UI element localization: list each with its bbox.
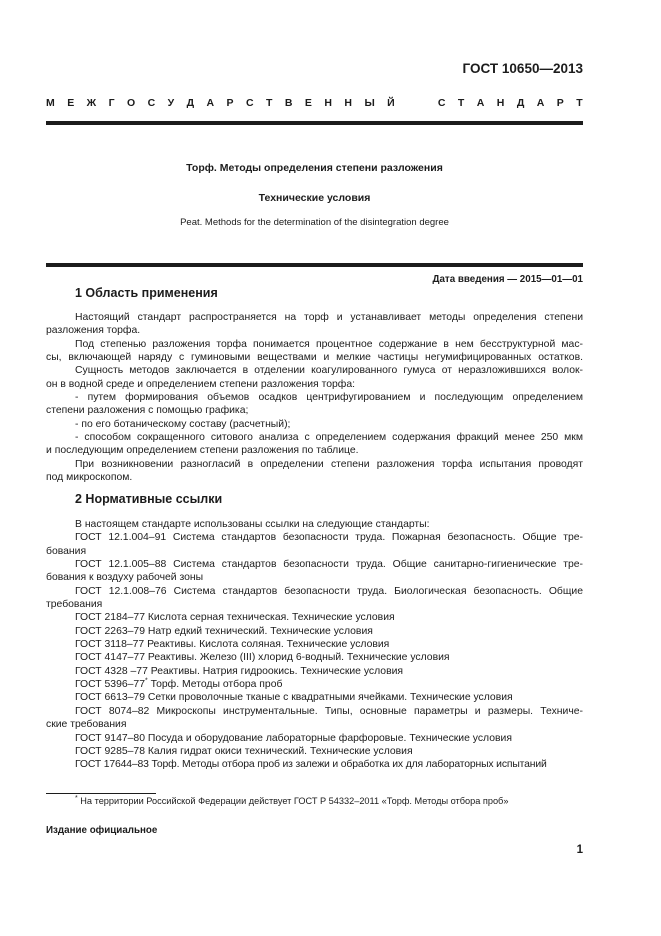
standard-number: ГОСТ 10650—2013: [462, 61, 583, 76]
reference-line: ГОСТ 12.1.008–76 Система стандартов безопасности труда. Биологическая безопасность. Общие: [75, 585, 583, 597]
banner-letter: У: [167, 97, 175, 109]
reference-line: ГОСТ 8074–82 Микроскопы инструментальные. Типы, основные параметры и размеры. Техниче-: [75, 705, 583, 717]
banner-letter: Е: [67, 97, 75, 109]
banner-letter: Н: [324, 97, 332, 109]
banner-letter: С: [437, 97, 446, 109]
reference-line: ГОСТ 17644–83 Торф. Методы отбора проб из залежи и обработка их для лабораторных испытаний: [75, 759, 547, 771]
text-line: При возникновении разногласий в определении степени разложения торфа испытания проводят: [75, 458, 583, 470]
introduction-date: Дата введения — 2015—01—01: [432, 274, 583, 285]
section-2-body: [46, 518, 583, 772]
reference-line: требования: [46, 599, 103, 611]
footnote-text: На территории Российской Федерации действует ГОСТ Р 54332–2011 «Торф. Методы отбора проб»: [77, 796, 509, 806]
banner-letter: А: [536, 97, 545, 109]
reference-line: ГОСТ 9285–78 Калия гидрат окиси технический. Технические условия: [75, 745, 413, 757]
text-line: Под степенью разложения торфа понимается процентное содержание в нем бесструктурной мас-: [75, 338, 583, 350]
banner-letter: Т: [266, 97, 273, 109]
reference-line: ГОСТ 4328 –77 Реактивы. Натрия гидроокись. Технические условия: [75, 665, 404, 677]
reference-line: [46, 678, 583, 691]
footnote-rule: [46, 793, 156, 794]
banner-letter: М: [46, 97, 55, 109]
document-title: Торф. Методы определения степени разложения: [186, 162, 443, 174]
banner-letter: Р: [226, 97, 234, 109]
reference-line: ГОСТ 6613–79 Сетки проволочные тканые с квадратными ячейками. Технические условия: [75, 692, 513, 704]
official-edition-label: Издание официальное: [46, 825, 158, 836]
text-line: он в водной среде и определением степени разложения торфа:: [46, 378, 355, 390]
banner-letter: Д: [186, 97, 195, 109]
banner-letter: Ы: [364, 97, 375, 109]
reference-line: ГОСТ 12.1.005–88 Система стандартов безопасности труда. Общие санитарно-гигиенические тре-: [75, 559, 583, 571]
footnote: [75, 796, 508, 806]
banner-letter: Н: [496, 97, 505, 109]
reference-line: бования к воздуху рабочей зоны: [46, 572, 204, 584]
text-line: степени разложения с помощью графика;: [46, 405, 249, 417]
reference-line: ГОСТ 2263–79 Натр едкий технический. Технические условия: [75, 625, 373, 637]
text-line: и последующим определением степени разложения по таблице.: [46, 445, 359, 457]
reference-line: ГОСТ 9147–80 Посуда и оборудование лабораторные фарфоровые. Технические условия: [75, 732, 512, 744]
banner-letter: В: [284, 97, 293, 109]
document-subtitle: Технические условия: [258, 192, 371, 204]
interstate-standard-banner: [46, 97, 583, 109]
reference-title: Торф. Методы отбора проб: [147, 679, 283, 691]
banner-letter: Ж: [86, 97, 97, 109]
text-line: сы, включающей наряду с гуминовыми веществами и мелкие частицы негумифицированных остатков.: [46, 352, 583, 364]
banner-letter: Н: [344, 97, 352, 109]
banner-letter: Е: [304, 97, 312, 109]
reference-line: ГОСТ 3118–77 Реактивы. Кислота соляная. Технические условия: [75, 639, 390, 651]
header-rule: [46, 121, 583, 125]
banner-letter: [407, 97, 410, 109]
reference-line: бования: [46, 545, 87, 557]
banner-letter: Д: [516, 97, 525, 109]
banner-letter: [423, 97, 426, 109]
reference-code: ГОСТ 5396–77: [75, 679, 145, 691]
banner-letter: Т: [457, 97, 465, 109]
text-line: разложения торфа.: [46, 325, 141, 337]
page-number: 1: [576, 844, 583, 856]
banner-letter: Й: [387, 97, 395, 109]
banner-letter: С: [147, 97, 156, 109]
section-1-body: [46, 311, 583, 484]
text-line: под микроскопом.: [46, 472, 133, 484]
footnote-mark: *: [75, 794, 78, 802]
document-title-english: Peat. Methods for the determination of the disintegration degree: [180, 217, 449, 228]
banner-letter: С: [246, 97, 254, 109]
text-line: Сущность методов заключается в отделении коагулированного гумуса от неразложившихся волок-: [75, 365, 583, 377]
text-line: Настоящий стандарт распространяется на торф и устанавливает методы определения степени: [75, 312, 583, 323]
reference-line: ГОСТ 12.1.004–91 Система стандартов безопасности труда. Пожарная безопасность. Общие тре-: [75, 532, 583, 544]
banner-letter: Т: [576, 97, 583, 109]
title-rule: [46, 263, 583, 267]
text-line: - способом сокращенного ситового анализа с определением содержания фракций менее 250 мкм: [75, 432, 583, 444]
text-line: - путем формирования объемов осадков центрифугированием и последующим определением: [75, 392, 583, 404]
banner-letter: А: [206, 97, 215, 109]
reference-line: ГОСТ 4147–77 Реактивы. Железо (III) хлорид 6-водный. Технические условия: [75, 652, 450, 664]
banner-letter: Р: [556, 97, 564, 109]
reference-line: ГОСТ 2184–77 Кислота серная техническая. Технические условия: [75, 612, 395, 624]
footnote-mark[interactable]: *: [144, 677, 148, 685]
section-2-heading: 2 Нормативные ссылки: [75, 492, 223, 506]
text-line: - по его ботаническому составу (расчетный);: [75, 418, 291, 430]
banner-letter: О: [126, 97, 136, 109]
section-1-heading: 1 Область применения: [75, 286, 218, 300]
banner-letter: Г: [108, 97, 115, 109]
reference-line: ские требования: [46, 719, 127, 731]
text-line: В настоящем стандарте использованы ссылки на следующие стандарты:: [75, 519, 430, 530]
banner-letter: А: [476, 97, 485, 109]
